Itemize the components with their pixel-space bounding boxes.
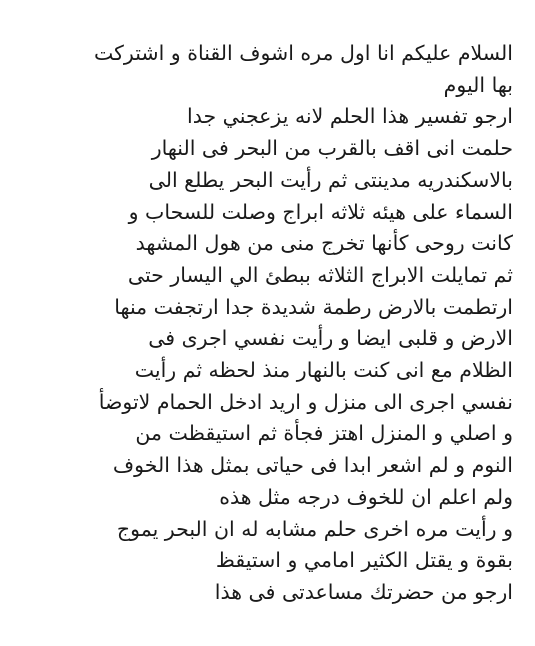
post-line: بقوة و يقتل الكثير امامي و استيقظ — [215, 548, 513, 573]
post-line: السلام عليكم انا اول مره اشوف القناة و اشتركت — [94, 41, 513, 65]
post-line: نفسي اجرى الى منزل و اريد ادخل الحمام لاتوضأ — [98, 389, 513, 414]
post-line: و رأيت مره اخرى حلم مشابه له ان البحر يموج — [116, 516, 513, 541]
post-line: و اصلي و المنزل اهتز فجأة ثم استيقظت من — [135, 421, 513, 446]
post-line: ولم اعلم ان للخوف درجه مثل هذه — [219, 484, 513, 509]
post-line: ارجو من حضرتك مساعدتى فى هذا — [214, 579, 513, 604]
post-line: النوم و لم اشعر ابدا فى حياتى بمثل هذا الخوف — [112, 453, 513, 478]
post-line: السماء على هيئه ثلاثه ابراج وصلت للسحاب و — [128, 199, 513, 224]
post-line: بها اليوم — [443, 72, 513, 97]
post-line: الظلام مع انى كنت بالنهار منذ لحظه ثم رأيت — [134, 358, 513, 383]
post-line: ارتطمت بالارض رطمة شديدة جدا ارتجفت منها — [114, 294, 513, 319]
post-body — [22, 38, 513, 609]
post-line: ارجو تفسير هذا الحلم لانه يزعجني جدا — [187, 104, 513, 129]
post-line: الارض و قلبى ايضا و رأيت نفسي اجرى فى — [148, 326, 513, 351]
post-line: كانت روحى كأنها تخرج منى من هول المشهد — [135, 231, 513, 256]
post-line: بالاسكندريه مدينتى ثم رأيت البحر يطلع الى — [148, 167, 513, 192]
post-line: حلمت انى اقف بالقرب من البحر فى النهار — [151, 136, 513, 161]
post-line: ثم تمايلت الابراج الثلاثه ببطئ الي اليسار حتى — [127, 262, 513, 287]
